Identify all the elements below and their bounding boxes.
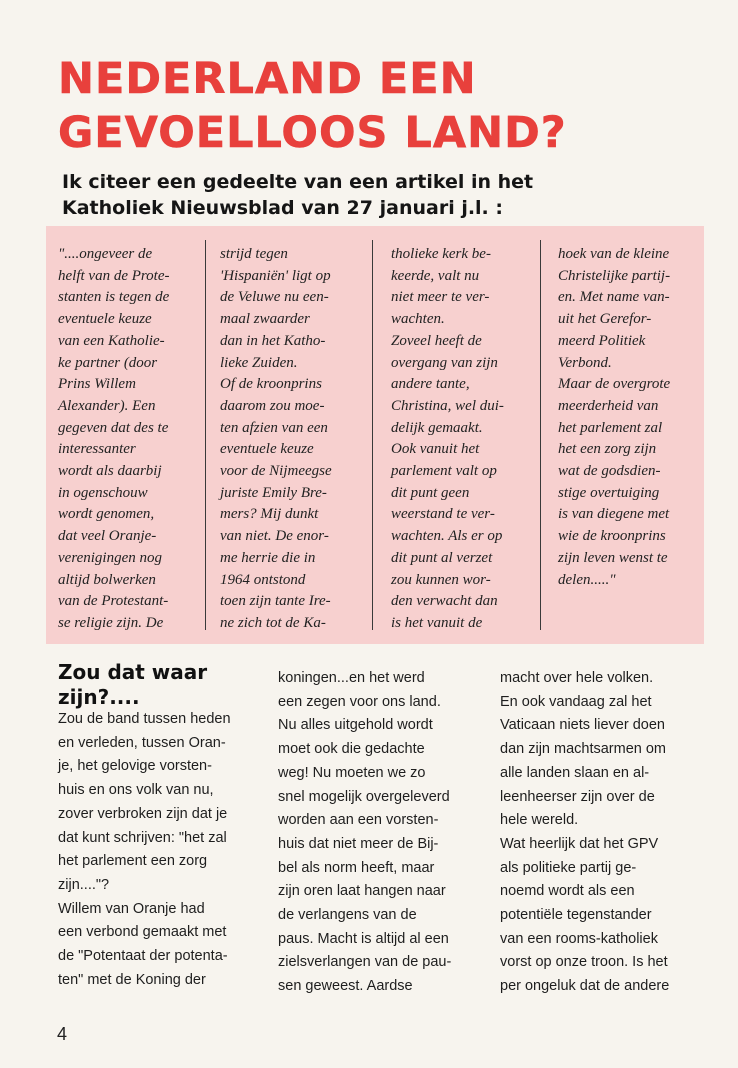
text-line: keerde, valt nu xyxy=(391,267,480,284)
text-line: dit punt geen xyxy=(391,484,470,501)
text-line: uit het Gerefor- xyxy=(558,311,652,328)
text-line: huis en ons volk van nu, xyxy=(58,782,214,799)
text-line: interessanter xyxy=(58,441,136,458)
quote-column-2 xyxy=(220,244,332,635)
article-heading-line: Zou dat waar xyxy=(58,660,208,684)
text-line: Wat heerlijk dat het GPV xyxy=(500,835,659,852)
text-line: stanten is tegen de xyxy=(58,289,170,306)
text-line: 'Hispaniën' ligt op xyxy=(220,267,331,284)
intro-line: Ik citeer een gedeelte van een artikel in het xyxy=(62,171,534,193)
text-line: de Veluwe nu een- xyxy=(220,289,329,306)
text-line: de "Potentaat der potenta- xyxy=(58,948,228,965)
text-line: huis dat niet meer de Bij- xyxy=(278,835,439,852)
text-line: 1964 ontstond xyxy=(220,571,306,588)
text-line: se religie zijn. De xyxy=(58,614,164,631)
article-column-3 xyxy=(500,667,669,999)
text-line: dit punt al verzet xyxy=(391,549,493,566)
text-line: delijk gemaakt. xyxy=(391,419,483,436)
text-line: alle landen slaan en al- xyxy=(500,764,650,781)
text-line: wachten. Als er op xyxy=(391,528,503,545)
text-line: Of de kroonprins xyxy=(220,376,322,393)
intro-text xyxy=(62,169,702,221)
text-line: van een rooms-katholiek xyxy=(500,930,658,947)
article-heading-line: zijn?.... xyxy=(58,685,140,709)
text-line: Ook vanuit het xyxy=(391,441,480,458)
text-line: bel als norm heeft, maar xyxy=(278,859,435,876)
text-line: Nu alles uitgehold wordt xyxy=(278,717,433,734)
article-column-2 xyxy=(278,667,451,999)
text-line: de verlangens van de xyxy=(278,907,417,924)
text-line: macht over hele volken. xyxy=(500,670,654,686)
text-line: altijd bolwerken xyxy=(58,571,156,588)
text-line: wordt als daarbij xyxy=(58,463,162,480)
text-line: je, het gelovige vorsten- xyxy=(58,758,212,775)
text-line: Maar de overgrote xyxy=(558,376,671,393)
text-line: Alexander). Een xyxy=(58,397,156,414)
text-line: sen geweest. Aardse xyxy=(278,978,413,995)
text-line: weg! Nu moeten we zo xyxy=(278,764,426,781)
page-number: 4 xyxy=(57,1024,68,1044)
text-line: wachten. xyxy=(391,311,445,328)
text-line: een zegen voor ons land. xyxy=(278,693,441,710)
text-line: wie de kroonprins xyxy=(558,528,666,545)
text-line: niet meer te ver- xyxy=(391,289,490,306)
text-line: van een Katholie- xyxy=(58,332,165,349)
text-line: En ook vandaag zal het xyxy=(500,693,652,710)
text-line: dat veel Oranje- xyxy=(58,528,157,545)
intro-line: Katholiek Nieuwsblad van 27 januari j.l. : xyxy=(62,197,503,219)
text-line: zover verbroken zijn dat je xyxy=(58,805,228,822)
text-line: Willem van Oranje had xyxy=(58,900,205,917)
text-line: delen....." xyxy=(558,571,616,588)
text-line: Verbond. xyxy=(558,354,612,371)
text-line: me herrie die in xyxy=(220,549,316,566)
text-line: en. Met name van- xyxy=(558,289,670,306)
text-line: eventuele keuze xyxy=(58,311,152,328)
text-line: ten" met de Koning der xyxy=(58,971,206,988)
text-line: het parlement zal xyxy=(558,419,663,436)
text-line: paus. Macht is altijd al een xyxy=(278,930,449,947)
text-line: dat kunt schrijven: "het zal xyxy=(58,829,227,846)
text-line: worden aan een vorsten- xyxy=(278,812,439,829)
text-line: moet ook die gedachte xyxy=(278,741,425,758)
text-line: gegeven dat des te xyxy=(58,419,169,436)
text-line: zijn...."? xyxy=(58,876,110,893)
text-line: tholieke kerk be- xyxy=(391,246,491,262)
text-line: Vaticaan niets liever doen xyxy=(500,717,665,734)
text-line: van niet. De enor- xyxy=(220,528,329,545)
text-line: voor de Nijmeegse xyxy=(220,463,332,480)
headline xyxy=(58,52,718,160)
column-divider xyxy=(372,240,373,630)
text-line: zielsverlangen van de pau- xyxy=(278,954,452,971)
text-line: verenigingen nog xyxy=(58,549,162,566)
text-line: helft van de Prote- xyxy=(58,267,170,284)
text-line: Christina, wel dui- xyxy=(391,397,504,414)
text-line: Zou de band tussen heden xyxy=(58,711,231,727)
text-line: noemd wordt als een xyxy=(500,883,635,900)
text-line: wat de godsdien- xyxy=(558,463,661,480)
text-line: mers? Mij dunkt xyxy=(220,506,319,523)
text-line: strijd tegen xyxy=(220,246,288,262)
text-line: parlement valt op xyxy=(391,463,497,480)
text-line: eventuele keuze xyxy=(220,441,314,458)
column-divider xyxy=(540,240,541,630)
text-line: potentiële tegenstander xyxy=(500,907,652,924)
text-line: is het vanuit de xyxy=(391,614,483,631)
text-line: hele wereld. xyxy=(500,812,579,829)
text-line: het parlement een zorg xyxy=(58,853,208,870)
text-line: Zoveel heeft de xyxy=(391,332,482,349)
headline-line: GEVOELLOOS LAND? xyxy=(58,108,567,158)
text-line: wordt genomen, xyxy=(58,506,155,523)
text-line: koningen...en het werd xyxy=(278,670,425,686)
text-line: overgang van zijn xyxy=(391,354,498,371)
text-line: "....ongeveer de xyxy=(58,246,153,262)
column-divider xyxy=(205,240,206,630)
text-line: zijn oren laat hangen naar xyxy=(278,883,446,900)
headline-line: NEDERLAND EEN xyxy=(58,54,477,104)
quote-column-3 xyxy=(391,244,504,635)
text-line: daarom zou moe- xyxy=(220,397,325,414)
text-line: dan zijn machtsarmen om xyxy=(500,741,667,758)
quote-column-1 xyxy=(58,244,170,635)
text-line: van de Protestant- xyxy=(58,593,169,610)
text-line: als politieke partij ge- xyxy=(500,859,637,876)
text-line: het een zorg zijn xyxy=(558,441,657,458)
text-line: ke partner (door xyxy=(58,354,158,371)
text-line: meerderheid van xyxy=(558,397,659,414)
article-heading xyxy=(58,660,207,710)
text-line: leenheerser zijn over de xyxy=(500,788,655,805)
text-line: den verwacht dan xyxy=(391,593,498,610)
text-line: juriste Emily Bre- xyxy=(220,484,327,501)
text-line: Prins Willem xyxy=(58,376,136,393)
text-line: vorst op onze troon. Is het xyxy=(500,954,668,971)
text-line: ten afzien van een xyxy=(220,419,328,436)
article-column-1 xyxy=(58,708,231,992)
text-line: is van diegene met xyxy=(558,506,670,523)
text-line: zijn leven wenst te xyxy=(558,549,668,566)
text-line: andere tante, xyxy=(391,376,470,393)
text-line: hoek van de kleine xyxy=(558,246,670,262)
text-line: stige overtuiging xyxy=(558,484,660,501)
text-line: per ongeluk dat de andere xyxy=(500,978,670,995)
text-line: maal zwaarder xyxy=(220,311,310,328)
text-line: lieke Zuiden. xyxy=(220,354,298,371)
text-line: toen zijn tante Ire- xyxy=(220,593,331,610)
text-line: snel mogelijk overgeleverd xyxy=(278,788,450,805)
text-line: ne zich tot de Ka- xyxy=(220,614,326,631)
text-line: weerstand te ver- xyxy=(391,506,495,523)
text-line: meerd Politiek xyxy=(558,332,646,349)
text-line: en verleden, tussen Oran- xyxy=(58,734,226,751)
text-line: zou kunnen wor- xyxy=(391,571,491,588)
text-line: dan in het Katho- xyxy=(220,332,326,349)
text-line: Christelijke partij- xyxy=(558,267,671,284)
text-line: een verbond gemaakt met xyxy=(58,924,227,941)
text-line: in ogenschouw xyxy=(58,484,148,501)
quote-column-4 xyxy=(558,244,670,591)
